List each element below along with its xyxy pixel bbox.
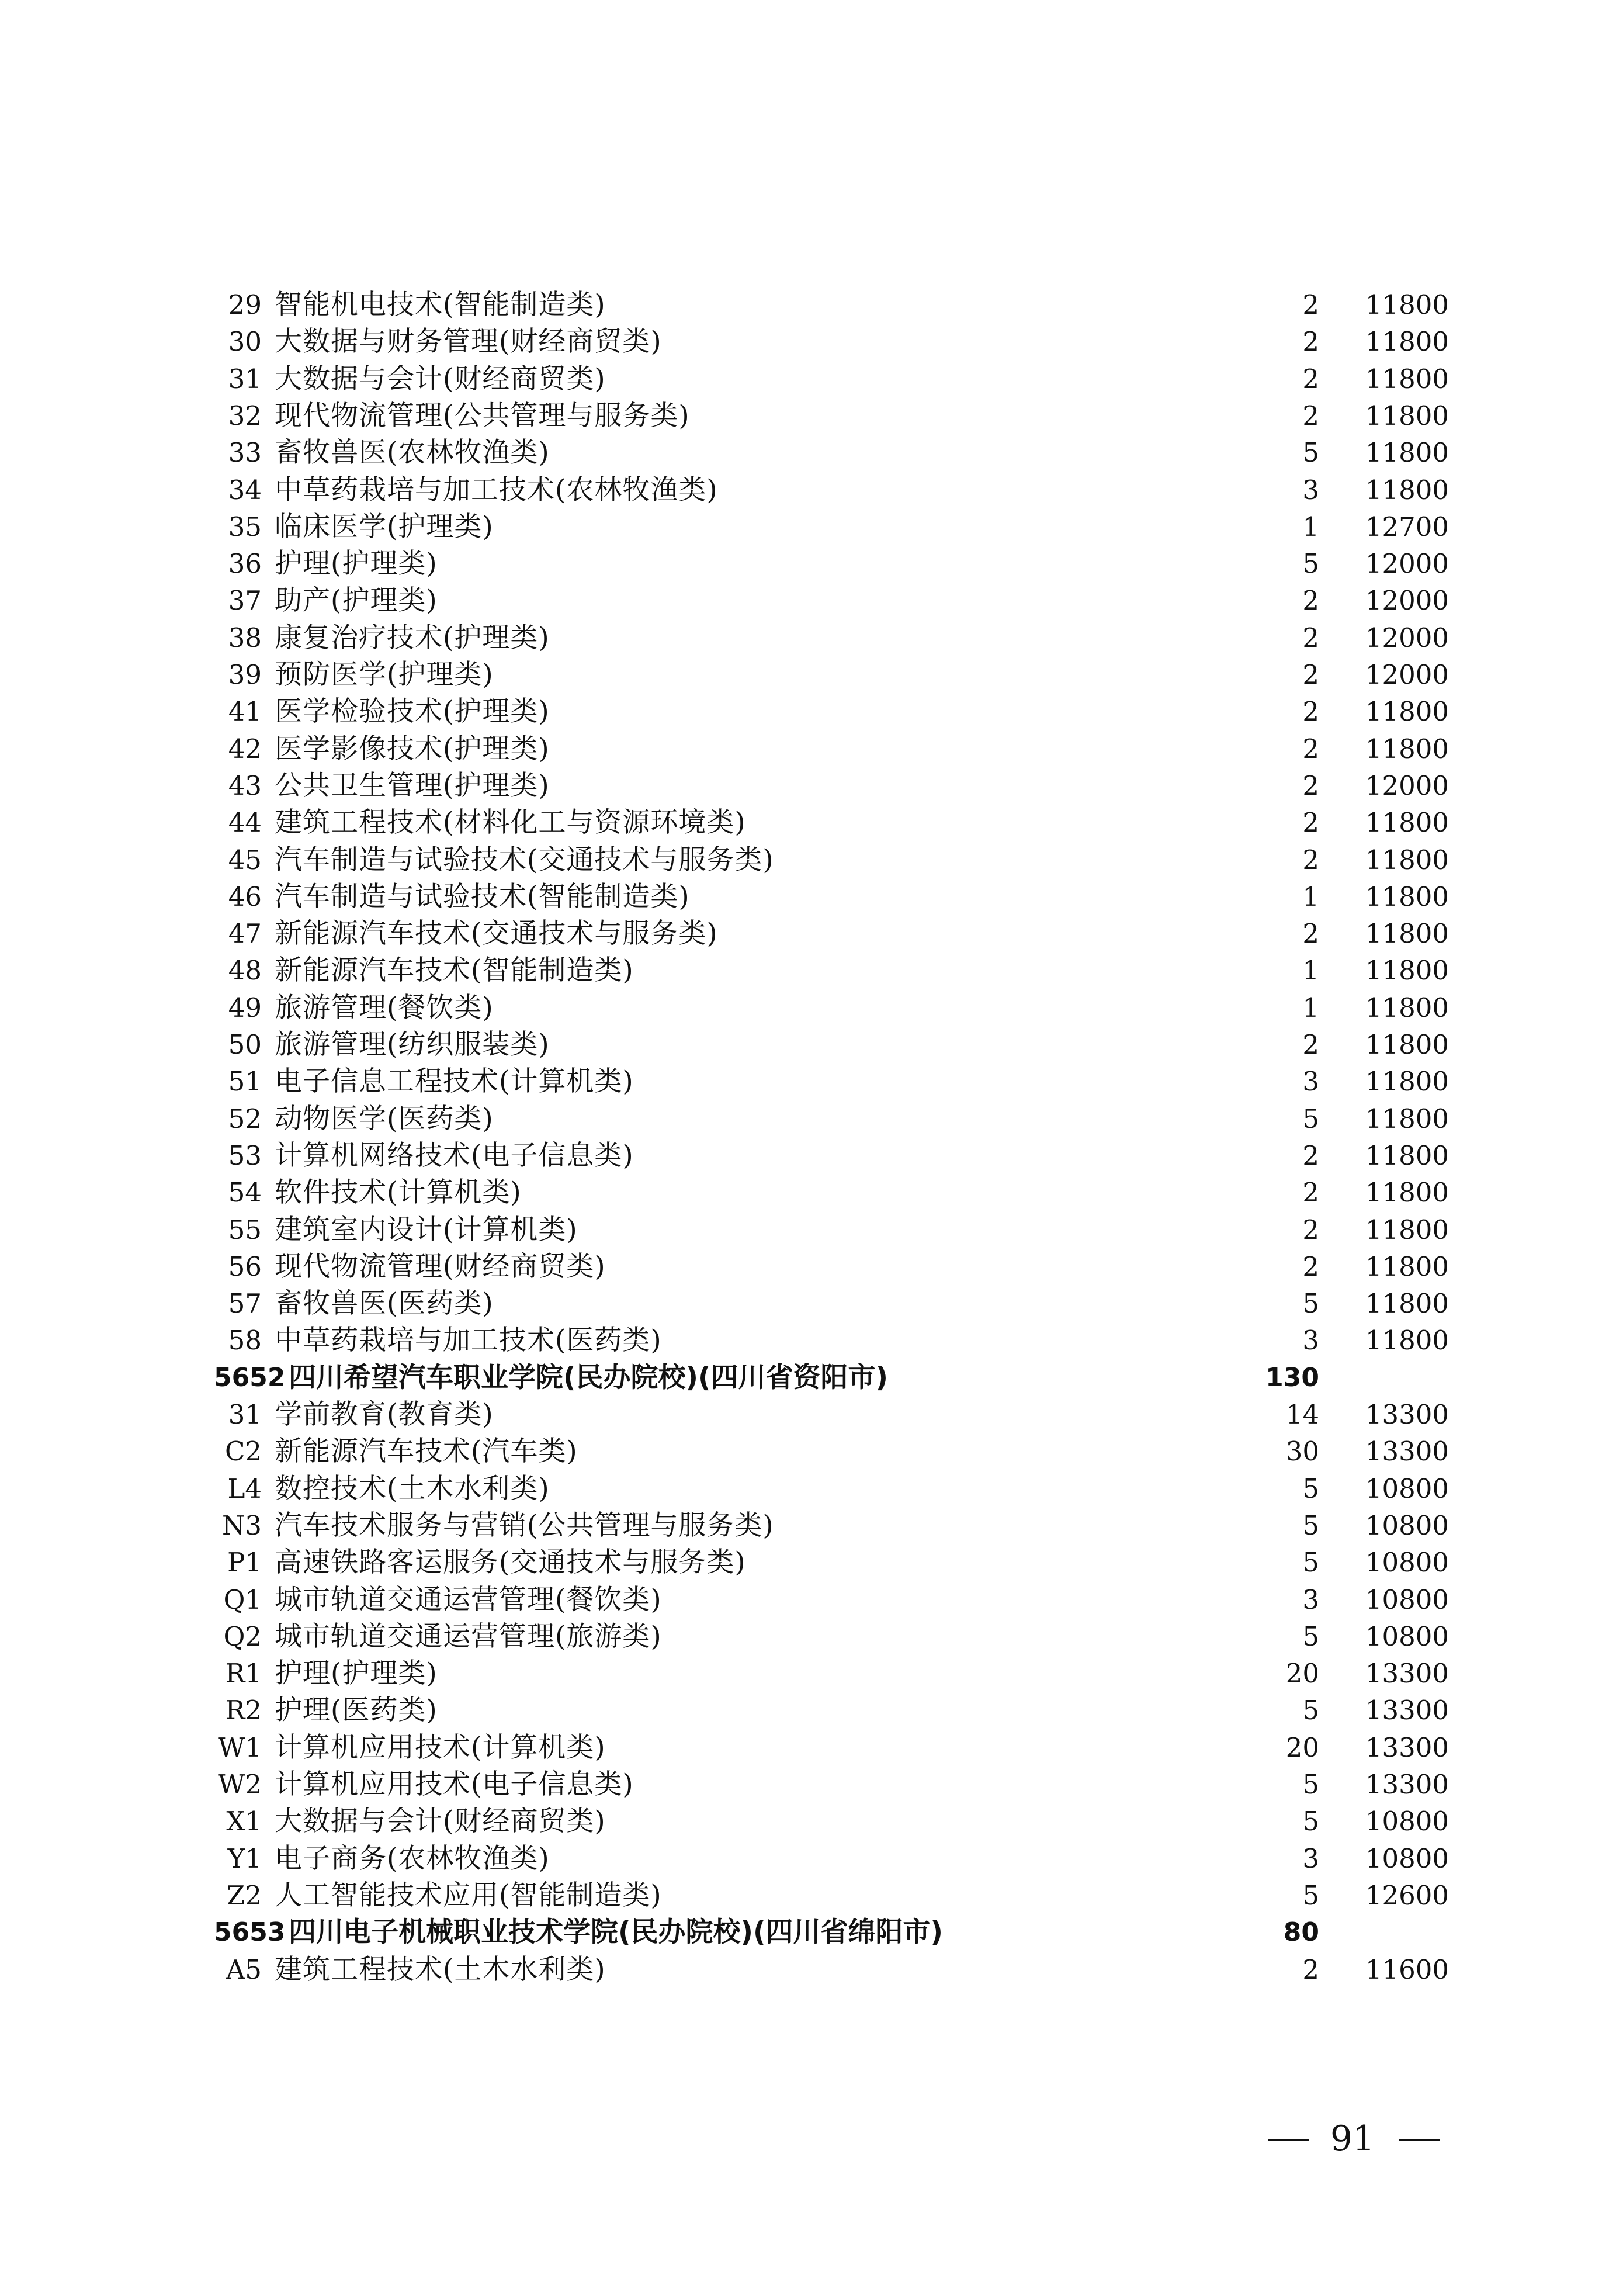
row-code: 45 — [228, 844, 262, 875]
row-count: 2 — [1302, 733, 1319, 764]
row-code: N3 — [221, 1510, 262, 1541]
row-fee: 11800 — [1365, 955, 1449, 986]
row-fee: 12700 — [1365, 511, 1449, 542]
row-count: 2 — [1302, 659, 1319, 690]
row-code: 31 — [228, 1399, 262, 1430]
row-name: 医学影像技术(护理类) — [275, 733, 550, 765]
row-fee: 11800 — [1365, 400, 1449, 431]
row-name: 新能源汽车技术(智能制造类) — [275, 954, 634, 986]
table-row — [0, 1877, 1623, 1914]
row-fee: 13300 — [1365, 1658, 1449, 1689]
row-name: 畜牧兽医(农林牧渔类) — [275, 437, 550, 469]
row-fee: 12000 — [1365, 622, 1449, 653]
row-count: 2 — [1302, 289, 1319, 320]
table-row — [0, 1433, 1623, 1470]
table-row — [0, 915, 1623, 953]
row-count: 3 — [1302, 1843, 1319, 1874]
table-row — [0, 1618, 1623, 1656]
row-name: 现代物流管理(公共管理与服务类) — [275, 400, 690, 432]
row-name: 动物医学(医药类) — [275, 1103, 494, 1135]
table-row — [0, 508, 1623, 546]
row-count: 1 — [1302, 955, 1319, 986]
table-row — [0, 804, 1623, 841]
row-name: 城市轨道交通运营管理(餐饮类) — [275, 1584, 662, 1616]
row-count: 2 — [1302, 363, 1319, 394]
row-code: 54 — [228, 1177, 262, 1208]
row-count: 1 — [1302, 992, 1319, 1023]
row-name: 医学检验技术(护理类) — [275, 695, 550, 728]
row-fee: 10800 — [1365, 1510, 1449, 1541]
row-fee: 13300 — [1365, 1399, 1449, 1430]
row-count: 2 — [1302, 1177, 1319, 1208]
row-code: 46 — [228, 881, 262, 912]
row-code: 37 — [228, 585, 262, 616]
row-code: 52 — [228, 1103, 262, 1134]
row-count: 2 — [1302, 1251, 1319, 1282]
row-count: 5 — [1302, 1769, 1319, 1800]
table-row — [0, 1692, 1623, 1729]
table-row — [0, 1581, 1623, 1619]
row-name: 计算机应用技术(计算机类) — [275, 1731, 606, 1764]
table-row — [0, 989, 1623, 1027]
row-fee: 11800 — [1365, 437, 1449, 468]
row-count: 5 — [1302, 1547, 1319, 1578]
row-fee: 11800 — [1365, 1214, 1449, 1245]
row-count: 3 — [1302, 1584, 1319, 1615]
row-name: 数控技术(土木水利类) — [275, 1473, 550, 1505]
table-row — [0, 1100, 1623, 1138]
row-count: 5 — [1302, 1103, 1319, 1134]
row-fee: 11800 — [1365, 326, 1449, 357]
table-row — [0, 1951, 1623, 1989]
row-code: 34 — [228, 475, 262, 505]
table-row — [0, 1322, 1623, 1359]
row-fee: 11800 — [1365, 289, 1449, 320]
row-name: 软件技术(计算机类) — [275, 1176, 522, 1208]
row-count: 3 — [1302, 1066, 1319, 1097]
row-count: 2 — [1302, 1954, 1319, 1985]
row-fee: 11800 — [1365, 1029, 1449, 1060]
table-row — [0, 767, 1623, 805]
row-name: 学前教育(教育类) — [275, 1398, 494, 1431]
row-count: 5 — [1302, 1695, 1319, 1726]
page-footer — [1256, 2115, 1443, 2162]
row-code: 36 — [228, 548, 262, 579]
row-name: 中草药栽培与加工技术(医药类) — [275, 1324, 662, 1356]
table-row — [0, 323, 1623, 361]
row-code: 57 — [228, 1288, 262, 1319]
row-fee: 12000 — [1365, 659, 1449, 690]
table-row — [0, 1507, 1623, 1544]
row-name: 四川电子机械职业技术学院(民办院校)(四川省绵阳市) — [289, 1916, 943, 1948]
row-count: 5 — [1302, 1288, 1319, 1319]
row-fee: 12600 — [1365, 1880, 1449, 1911]
row-code: 5652 — [214, 1363, 286, 1393]
row-fee: 10800 — [1365, 1843, 1449, 1874]
row-fee: 10800 — [1365, 1806, 1449, 1837]
row-count: 1 — [1302, 511, 1319, 542]
row-count: 2 — [1302, 696, 1319, 727]
table-row — [0, 730, 1623, 768]
row-name: 预防医学(护理类) — [275, 659, 494, 691]
row-fee: 11800 — [1365, 918, 1449, 949]
table-row — [0, 1063, 1623, 1100]
row-name: 建筑工程技术(材料化工与资源环境类) — [275, 806, 746, 839]
row-name: 汽车制造与试验技术(交通技术与服务类) — [275, 844, 774, 876]
row-fee: 11800 — [1365, 733, 1449, 764]
row-code: 5653 — [214, 1917, 286, 1947]
table-row — [0, 1026, 1623, 1064]
row-fee: 12000 — [1365, 770, 1449, 801]
row-code: 49 — [228, 992, 262, 1023]
row-name: 建筑工程技术(土木水利类) — [275, 1954, 606, 1986]
row-name: 汽车制造与试验技术(智能制造类) — [275, 881, 690, 913]
row-count: 3 — [1302, 1325, 1319, 1356]
row-count: 5 — [1302, 548, 1319, 579]
row-fee: 11800 — [1365, 363, 1449, 394]
row-code: L4 — [227, 1473, 262, 1504]
row-code: 42 — [228, 733, 262, 764]
row-name: 新能源汽车技术(交通技术与服务类) — [275, 917, 718, 950]
row-name: 计算机网络技术(电子信息类) — [275, 1140, 634, 1172]
row-code: 35 — [228, 511, 262, 542]
table-row — [0, 1766, 1623, 1803]
row-name: 公共卫生管理(护理类) — [275, 770, 550, 802]
table-row — [0, 1285, 1623, 1322]
table-row — [0, 1211, 1623, 1249]
row-code: Z2 — [227, 1880, 262, 1911]
row-name: 大数据与财务管理(财经商贸类) — [275, 325, 662, 358]
row-count: 5 — [1302, 437, 1319, 468]
row-fee: 11600 — [1365, 1954, 1449, 1985]
row-code: 58 — [228, 1325, 262, 1356]
school-header-row — [0, 1914, 1623, 1951]
row-name: 临床医学(护理类) — [275, 511, 494, 543]
row-fee: 11800 — [1365, 1177, 1449, 1208]
row-name: 电子信息工程技术(计算机类) — [275, 1065, 634, 1097]
row-name: 中草药栽培与加工技术(农林牧渔类) — [275, 474, 718, 506]
row-code: 30 — [228, 326, 262, 357]
row-name: 康复治疗技术(护理类) — [275, 622, 550, 654]
table-row — [0, 693, 1623, 730]
row-name: 护理(护理类) — [275, 1657, 438, 1689]
row-code: 41 — [228, 696, 262, 727]
table-row — [0, 1544, 1623, 1581]
page-number: 91 — [1330, 2118, 1375, 2159]
row-count: 5 — [1302, 1806, 1319, 1837]
row-code: 51 — [228, 1066, 262, 1097]
row-count: 130 — [1265, 1363, 1319, 1393]
row-code: 32 — [228, 400, 262, 431]
row-name: 智能机电技术(智能制造类) — [275, 289, 606, 321]
table-row — [0, 582, 1623, 619]
row-fee: 11800 — [1365, 881, 1449, 912]
row-code: Q2 — [223, 1621, 262, 1652]
footer-dash-right — [1399, 2139, 1440, 2141]
row-fee: 13300 — [1365, 1732, 1449, 1763]
row-code: Q1 — [223, 1584, 262, 1615]
row-count: 2 — [1302, 807, 1319, 838]
row-fee: 11800 — [1365, 1066, 1449, 1097]
row-name: 现代物流管理(财经商贸类) — [275, 1251, 606, 1283]
row-fee: 13300 — [1365, 1695, 1449, 1726]
table-row — [0, 1248, 1623, 1286]
row-fee: 11800 — [1365, 992, 1449, 1023]
table-row — [0, 619, 1623, 657]
row-count: 2 — [1302, 1029, 1319, 1060]
row-count: 3 — [1302, 475, 1319, 505]
table-row — [0, 361, 1623, 398]
row-code: 38 — [228, 622, 262, 653]
row-code: 33 — [228, 437, 262, 468]
row-count: 20 — [1285, 1732, 1319, 1763]
row-name: 人工智能技术应用(智能制造类) — [275, 1879, 662, 1911]
row-count: 30 — [1285, 1436, 1319, 1467]
table-row — [0, 878, 1623, 916]
row-name: 护理(医药类) — [275, 1694, 438, 1726]
row-name: 新能源汽车技术(汽车类) — [275, 1435, 578, 1467]
row-fee: 11800 — [1365, 1251, 1449, 1282]
row-fee: 11800 — [1365, 1103, 1449, 1134]
row-code: R1 — [225, 1658, 262, 1689]
table-row — [0, 841, 1623, 879]
row-code: 31 — [228, 363, 262, 394]
row-count: 5 — [1302, 1621, 1319, 1652]
row-count: 2 — [1302, 400, 1319, 431]
row-name: 旅游管理(纺织服装类) — [275, 1028, 550, 1061]
table-row — [0, 1396, 1623, 1433]
row-code: A5 — [226, 1954, 262, 1985]
row-code: X1 — [226, 1806, 262, 1837]
table-row — [0, 286, 1623, 324]
row-count: 2 — [1302, 1214, 1319, 1245]
row-name: 畜牧兽医(医药类) — [275, 1287, 494, 1320]
table-row — [0, 1137, 1623, 1175]
row-code: C2 — [224, 1436, 262, 1467]
row-code: P1 — [227, 1547, 262, 1578]
row-count: 80 — [1283, 1917, 1319, 1947]
table-row — [0, 656, 1623, 694]
row-code: 29 — [228, 289, 262, 320]
row-count: 1 — [1302, 881, 1319, 912]
row-name: 城市轨道交通运营管理(旅游类) — [275, 1620, 662, 1653]
row-name: 建筑室内设计(计算机类) — [275, 1214, 578, 1246]
row-code: 55 — [228, 1214, 262, 1245]
row-code: R2 — [225, 1695, 262, 1726]
row-fee: 11800 — [1365, 1325, 1449, 1356]
row-count: 2 — [1302, 1140, 1319, 1171]
row-code: W1 — [218, 1732, 262, 1763]
table-row — [0, 397, 1623, 435]
table-row — [0, 472, 1623, 509]
table-row — [0, 1655, 1623, 1692]
row-fee: 10800 — [1365, 1547, 1449, 1578]
table-row — [0, 1840, 1623, 1878]
row-fee: 11800 — [1365, 475, 1449, 505]
row-count: 2 — [1302, 585, 1319, 616]
row-name: 旅游管理(餐饮类) — [275, 992, 494, 1024]
row-count: 5 — [1302, 1880, 1319, 1911]
row-name: 大数据与会计(财经商贸类) — [275, 1805, 606, 1837]
row-fee: 13300 — [1365, 1436, 1449, 1467]
table-row — [0, 1729, 1623, 1767]
row-code: 50 — [228, 1029, 262, 1060]
row-count: 5 — [1302, 1473, 1319, 1504]
row-code: 39 — [228, 659, 262, 690]
row-name: 电子商务(农林牧渔类) — [275, 1843, 550, 1875]
row-code: 43 — [228, 770, 262, 801]
row-code: Y1 — [227, 1843, 262, 1874]
row-fee: 11800 — [1365, 844, 1449, 875]
row-name: 计算机应用技术(电子信息类) — [275, 1768, 634, 1800]
row-name: 大数据与会计(财经商贸类) — [275, 363, 606, 395]
row-name: 助产(护理类) — [275, 584, 438, 617]
row-count: 20 — [1285, 1658, 1319, 1689]
row-count: 14 — [1285, 1399, 1319, 1430]
row-fee: 12000 — [1365, 548, 1449, 579]
row-fee: 10800 — [1365, 1584, 1449, 1615]
row-count: 2 — [1302, 918, 1319, 949]
row-fee: 11800 — [1365, 696, 1449, 727]
footer-dash-left — [1268, 2139, 1309, 2141]
row-fee: 10800 — [1365, 1621, 1449, 1652]
school-header-row — [0, 1359, 1623, 1397]
row-count: 5 — [1302, 1510, 1319, 1541]
row-name: 护理(护理类) — [275, 548, 438, 580]
row-code: 56 — [228, 1251, 262, 1282]
table-row — [0, 952, 1623, 989]
row-fee: 10800 — [1365, 1473, 1449, 1504]
row-code: W2 — [218, 1769, 262, 1800]
row-fee: 13300 — [1365, 1769, 1449, 1800]
table-row — [0, 434, 1623, 472]
row-fee: 11800 — [1365, 1140, 1449, 1171]
row-code: 47 — [228, 918, 262, 949]
table-row — [0, 1174, 1623, 1211]
row-name: 汽车技术服务与营销(公共管理与服务类) — [275, 1509, 774, 1542]
table-row — [0, 1470, 1623, 1508]
row-count: 2 — [1302, 622, 1319, 653]
table-row — [0, 1803, 1623, 1840]
row-count: 2 — [1302, 770, 1319, 801]
row-fee: 11800 — [1365, 807, 1449, 838]
row-fee: 11800 — [1365, 1288, 1449, 1319]
row-name: 高速铁路客运服务(交通技术与服务类) — [275, 1546, 746, 1578]
row-code: 44 — [228, 807, 262, 838]
row-count: 2 — [1302, 326, 1319, 357]
row-code: 53 — [228, 1140, 262, 1171]
row-code: 48 — [228, 955, 262, 986]
table-row — [0, 545, 1623, 583]
row-fee: 12000 — [1365, 585, 1449, 616]
row-count: 2 — [1302, 844, 1319, 875]
row-name: 四川希望汽车职业学院(民办院校)(四川省资阳市) — [289, 1362, 888, 1394]
